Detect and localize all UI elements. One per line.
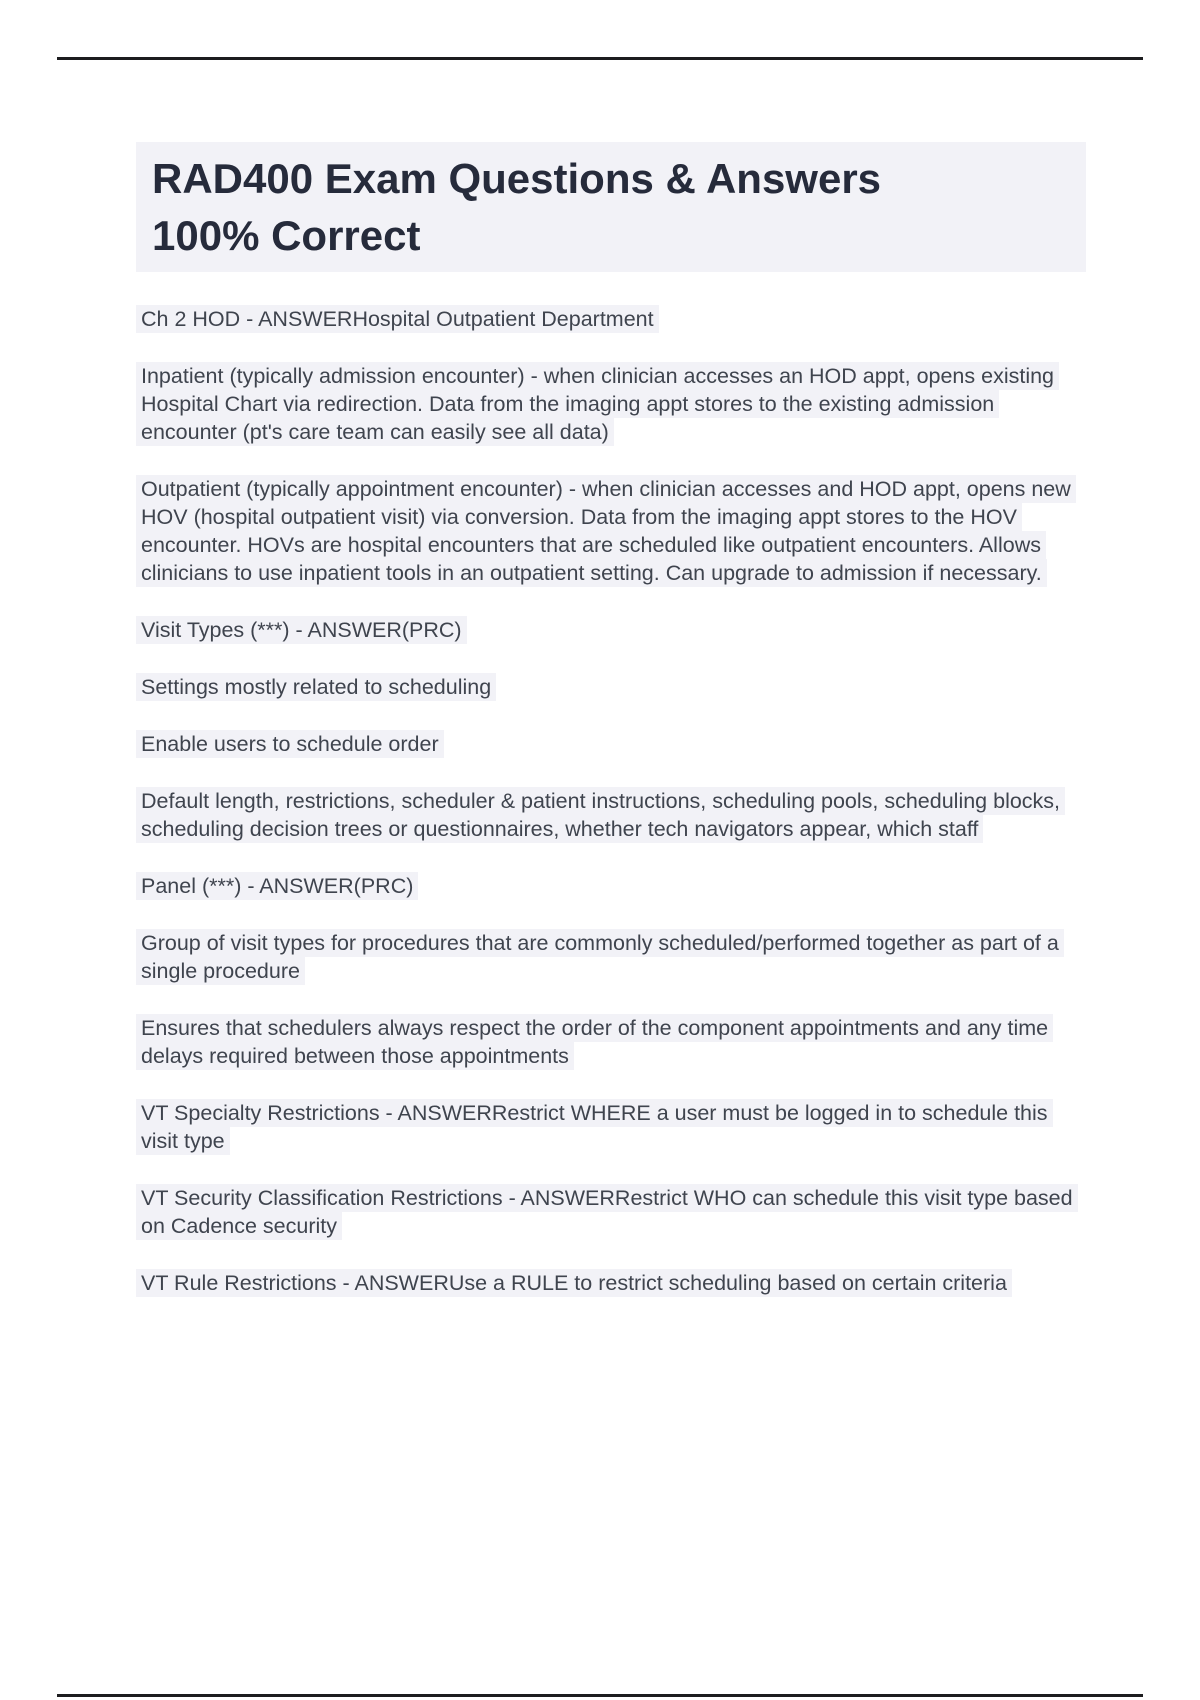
- paragraph: [136, 787, 1086, 843]
- highlighted-text: Inpatient (typically admission encounter) - when clinician accesses an HOD appt, opens existing Hospital Chart via redirection. Data from the imaging appt stores to the existing admission encounter (pt's care team can easily see all data): [136, 362, 1059, 446]
- highlighted-text: Panel (***) - ANSWER(PRC): [136, 872, 418, 900]
- highlighted-text: VT Security Classification Restrictions - ANSWERRestrict WHO can schedule this visit type based on Cadence security: [136, 1184, 1078, 1240]
- paragraph: [136, 1099, 1086, 1155]
- paragraph: [136, 1014, 1086, 1070]
- paragraph: [136, 616, 1086, 644]
- paragraph: [136, 475, 1086, 587]
- highlighted-text: Group of visit types for procedures that are commonly scheduled/performed together as part of a single procedure: [136, 929, 1064, 985]
- paragraph: [136, 362, 1086, 446]
- paragraph-list: [136, 305, 1086, 1297]
- highlighted-text: Ensures that schedulers always respect the order of the component appointments and any time delays required between those appointments: [136, 1014, 1053, 1070]
- paragraph: [136, 1269, 1086, 1297]
- highlighted-text: Default length, restrictions, scheduler & patient instructions, scheduling pools, scheduling blocks, scheduling decision trees or questionnaires, whether tech navigators appear, which staff: [136, 787, 1065, 843]
- paragraph: [136, 673, 1086, 701]
- highlighted-text: Ch 2 HOD - ANSWERHospital Outpatient Department: [136, 305, 659, 333]
- paragraph: [136, 1184, 1086, 1240]
- document-content: [136, 0, 1086, 1326]
- highlighted-text: VT Specialty Restrictions - ANSWERRestrict WHERE a user must be logged in to schedule this visit type: [136, 1099, 1053, 1155]
- page-title-text: RAD400 Exam Questions & Answers 100% Correct: [152, 155, 882, 259]
- paragraph: [136, 872, 1086, 900]
- paragraph: [136, 730, 1086, 758]
- highlighted-text: VT Rule Restrictions - ANSWERUse a RULE to restrict scheduling based on certain criteria: [136, 1269, 1012, 1297]
- bottom-rule: [57, 1694, 1143, 1697]
- highlighted-text: Visit Types (***) - ANSWER(PRC): [136, 616, 467, 644]
- paragraph: [136, 929, 1086, 985]
- paragraph: [136, 305, 1086, 333]
- page-title: [136, 142, 1086, 272]
- highlighted-text: Enable users to schedule order: [136, 730, 444, 758]
- highlighted-text: Outpatient (typically appointment encounter) - when clinician accesses and HOD appt, opens new HOV (hospital outpatient visit) via conversion. Data from the imaging appt stores to the HOV encounter. HOVs are hospital encounters that are scheduled like outpatient encounters. Allows clinicians to use inpatient tools in an outpatient setting. Can upgrade to admission if necessary.: [136, 475, 1076, 587]
- highlighted-text: Settings mostly related to scheduling: [136, 673, 496, 701]
